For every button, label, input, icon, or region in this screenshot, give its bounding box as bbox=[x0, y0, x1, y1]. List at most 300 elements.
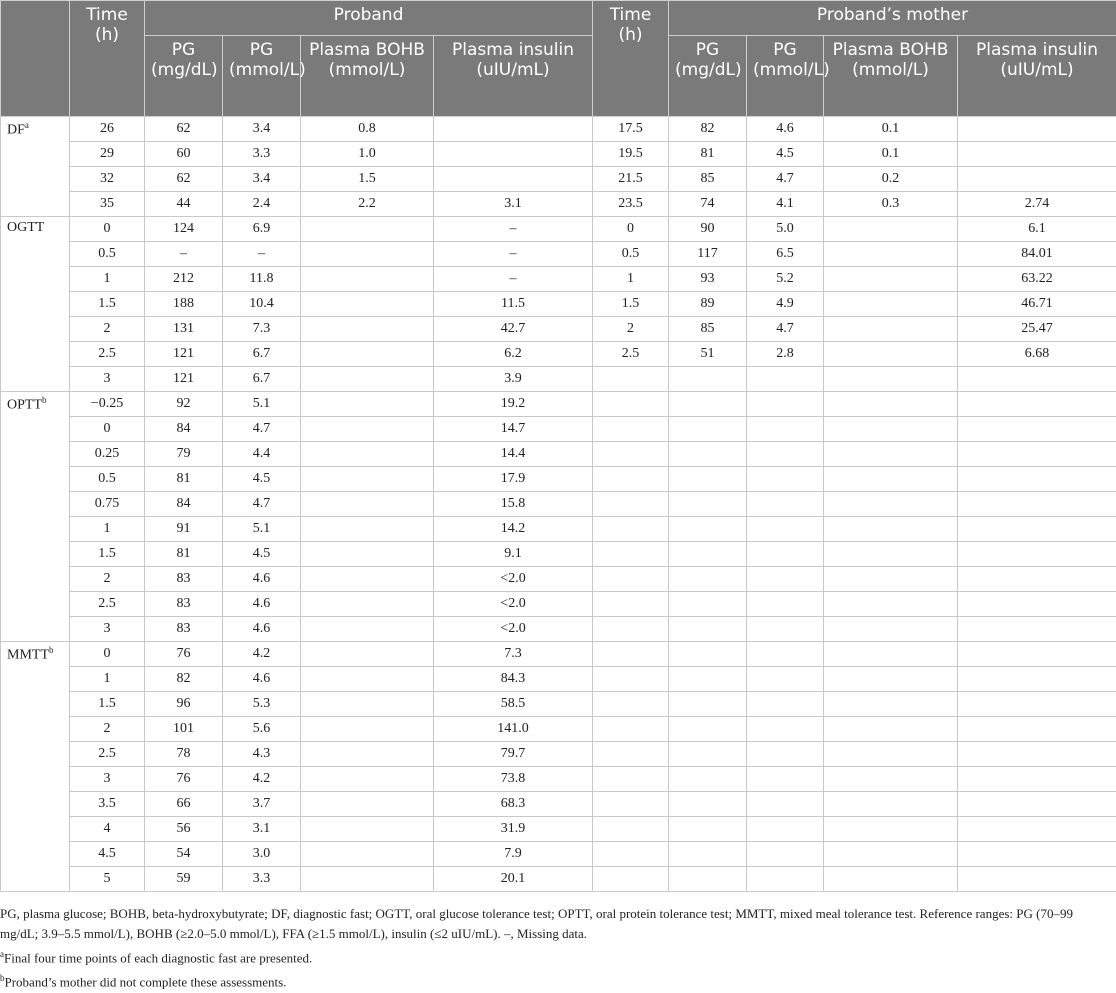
table-cell: 4.1 bbox=[747, 192, 824, 217]
note-b-mark: b bbox=[0, 973, 5, 983]
table-cell: 0.1 bbox=[824, 142, 958, 167]
table-cell bbox=[593, 667, 669, 692]
table-cell bbox=[593, 642, 669, 667]
table-cell bbox=[593, 742, 669, 767]
header-pg-mgdl: PG (mg/dL) bbox=[669, 36, 747, 117]
table-cell bbox=[824, 242, 958, 267]
table-cell: 35 bbox=[70, 192, 145, 217]
header-bohb: Plasma BOHB (mmol/L) bbox=[301, 36, 434, 117]
table-cell: 4.2 bbox=[223, 642, 301, 667]
header-pg-mgdl: PG (mg/dL) bbox=[145, 36, 223, 117]
table-cell: 1 bbox=[70, 517, 145, 542]
table-cell: 6.9 bbox=[223, 217, 301, 242]
note-a-mark: a bbox=[0, 949, 4, 959]
table-cell: 3.1 bbox=[223, 817, 301, 842]
footnote-mark: b bbox=[49, 645, 54, 655]
header-row-2 bbox=[1, 36, 1116, 117]
table-cell: 10.4 bbox=[223, 292, 301, 317]
table-cell: 26 bbox=[70, 117, 145, 142]
table-row bbox=[1, 167, 1116, 192]
table-cell bbox=[593, 692, 669, 717]
table-cell: 5.1 bbox=[223, 517, 301, 542]
table-cell: 91 bbox=[145, 517, 223, 542]
table-cell: 3.4 bbox=[223, 167, 301, 192]
table-cell bbox=[301, 492, 434, 517]
table-cell: 84 bbox=[145, 492, 223, 517]
test-group-label bbox=[1, 117, 70, 217]
table-cell bbox=[747, 867, 824, 892]
table-cell: 0 bbox=[70, 217, 145, 242]
header-pg-mmol: PG (mmol/L) bbox=[747, 36, 824, 117]
table-cell: 4.5 bbox=[223, 542, 301, 567]
table-row bbox=[1, 617, 1116, 642]
table-row bbox=[1, 142, 1116, 167]
table-cell bbox=[593, 442, 669, 467]
table-cell: 4.6 bbox=[747, 117, 824, 142]
table-cell bbox=[301, 392, 434, 417]
table-cell: 58.5 bbox=[434, 692, 593, 717]
table-cell: 82 bbox=[669, 117, 747, 142]
table-cell bbox=[301, 692, 434, 717]
table-cell: 0 bbox=[593, 217, 669, 242]
table-cell bbox=[958, 842, 1116, 867]
table-cell: 85 bbox=[669, 317, 747, 342]
table-cell: 1 bbox=[70, 667, 145, 692]
table-cell bbox=[301, 592, 434, 617]
table-cell: 6.2 bbox=[434, 342, 593, 367]
table-cell: 96 bbox=[145, 692, 223, 717]
table-row bbox=[1, 242, 1116, 267]
table-cell: 3.4 bbox=[223, 117, 301, 142]
table-row bbox=[1, 317, 1116, 342]
table-cell bbox=[301, 417, 434, 442]
table-cell bbox=[958, 567, 1116, 592]
table-cell: 5.1 bbox=[223, 392, 301, 417]
table-cell: 0.1 bbox=[824, 117, 958, 142]
table-cell bbox=[824, 367, 958, 392]
table-cell bbox=[958, 692, 1116, 717]
header-bohb: Plasma BOHB (mmol/L) bbox=[824, 36, 958, 117]
table-cell: 83 bbox=[145, 592, 223, 617]
table-cell bbox=[301, 242, 434, 267]
table-cell bbox=[958, 817, 1116, 842]
table-cell: 6.5 bbox=[747, 242, 824, 267]
table-row bbox=[1, 517, 1116, 542]
table-cell bbox=[593, 392, 669, 417]
table-cell: 25.47 bbox=[958, 317, 1116, 342]
table-cell: 0.5 bbox=[593, 242, 669, 267]
table-cell: 0 bbox=[70, 642, 145, 667]
table-cell bbox=[958, 592, 1116, 617]
header-time-mother: Time (h) bbox=[593, 1, 669, 117]
table-row bbox=[1, 342, 1116, 367]
table-cell: 6.68 bbox=[958, 342, 1116, 367]
table-cell: 0.5 bbox=[70, 242, 145, 267]
table-cell bbox=[669, 467, 747, 492]
table-cell: 4.5 bbox=[747, 142, 824, 167]
table-cell: 2.74 bbox=[958, 192, 1116, 217]
table-cell bbox=[669, 867, 747, 892]
table-cell: 101 bbox=[145, 717, 223, 742]
table-cell: – bbox=[223, 242, 301, 267]
table-cell bbox=[747, 567, 824, 592]
table-cell: 1.5 bbox=[70, 542, 145, 567]
table-cell bbox=[593, 717, 669, 742]
table-cell: 2.5 bbox=[593, 342, 669, 367]
table-row bbox=[1, 442, 1116, 467]
table-cell: 9.1 bbox=[434, 542, 593, 567]
table-cell: 5.6 bbox=[223, 717, 301, 742]
table-cell bbox=[301, 792, 434, 817]
table-cell: 21.5 bbox=[593, 167, 669, 192]
table-cell: 3 bbox=[70, 617, 145, 642]
table-cell: <2.0 bbox=[434, 617, 593, 642]
table-cell: 4.6 bbox=[223, 667, 301, 692]
test-group-name: OPTT bbox=[7, 398, 42, 413]
table-cell bbox=[824, 567, 958, 592]
table-row bbox=[1, 842, 1116, 867]
table-cell: 63.22 bbox=[958, 267, 1116, 292]
table-cell bbox=[301, 567, 434, 592]
table-cell bbox=[824, 467, 958, 492]
footnote-mark: a bbox=[25, 120, 29, 130]
test-group-label bbox=[1, 217, 70, 392]
table-cell bbox=[669, 842, 747, 867]
table-cell bbox=[669, 517, 747, 542]
table-cell bbox=[301, 742, 434, 767]
table-cell bbox=[669, 592, 747, 617]
table-cell bbox=[747, 442, 824, 467]
header-time-proband: Time (h) bbox=[70, 1, 145, 117]
table-cell bbox=[824, 667, 958, 692]
table-cell bbox=[958, 867, 1116, 892]
table-cell: 2 bbox=[70, 317, 145, 342]
table-cell bbox=[593, 517, 669, 542]
table-cell bbox=[301, 442, 434, 467]
table-cell bbox=[747, 667, 824, 692]
table-cell: 3.5 bbox=[70, 792, 145, 817]
table-cell bbox=[301, 667, 434, 692]
table-cell: 81 bbox=[145, 467, 223, 492]
table-cell bbox=[593, 617, 669, 642]
table-row bbox=[1, 392, 1116, 417]
table-row bbox=[1, 542, 1116, 567]
table-row bbox=[1, 492, 1116, 517]
table-row bbox=[1, 267, 1116, 292]
table-row bbox=[1, 692, 1116, 717]
table-cell: 92 bbox=[145, 392, 223, 417]
table-cell: 14.7 bbox=[434, 417, 593, 442]
table-cell bbox=[301, 842, 434, 867]
table-cell bbox=[747, 717, 824, 742]
table-cell: 124 bbox=[145, 217, 223, 242]
table-cell: 74 bbox=[669, 192, 747, 217]
table-cell: 0.5 bbox=[70, 467, 145, 492]
table-cell: 3.9 bbox=[434, 367, 593, 392]
table-cell: 1.5 bbox=[301, 167, 434, 192]
table-cell bbox=[301, 642, 434, 667]
header-insulin: Plasma insulin (uIU/mL) bbox=[958, 36, 1116, 117]
table-cell: 17.5 bbox=[593, 117, 669, 142]
table-cell: 17.9 bbox=[434, 467, 593, 492]
table-cell bbox=[747, 792, 824, 817]
table-row bbox=[1, 292, 1116, 317]
table-cell: 79 bbox=[145, 442, 223, 467]
table-cell bbox=[593, 542, 669, 567]
table-cell: 3.0 bbox=[223, 842, 301, 867]
table-cell bbox=[593, 467, 669, 492]
table-cell bbox=[747, 392, 824, 417]
table-cell: 4.4 bbox=[223, 442, 301, 467]
table-cell: 42.7 bbox=[434, 317, 593, 342]
table-cell: 1.5 bbox=[70, 292, 145, 317]
table-cell: 11.5 bbox=[434, 292, 593, 317]
table-cell bbox=[669, 367, 747, 392]
table-cell: 131 bbox=[145, 317, 223, 342]
table-cell: 83 bbox=[145, 567, 223, 592]
table-cell bbox=[747, 417, 824, 442]
table-row bbox=[1, 717, 1116, 742]
table-cell: 4 bbox=[70, 817, 145, 842]
table-cell bbox=[958, 392, 1116, 417]
table-cell: 4.7 bbox=[223, 492, 301, 517]
table-cell bbox=[824, 342, 958, 367]
table-cell bbox=[301, 542, 434, 567]
table-row bbox=[1, 742, 1116, 767]
table-row bbox=[1, 642, 1116, 667]
table-cell bbox=[301, 342, 434, 367]
table-cell: 66 bbox=[145, 792, 223, 817]
table-cell bbox=[824, 292, 958, 317]
table-cell: −0.25 bbox=[70, 392, 145, 417]
table-cell bbox=[958, 617, 1116, 642]
table-cell bbox=[593, 592, 669, 617]
table-cell bbox=[747, 517, 824, 542]
table-cell bbox=[824, 442, 958, 467]
table-cell bbox=[824, 617, 958, 642]
table-cell bbox=[958, 117, 1116, 142]
table-cell: 4.3 bbox=[223, 742, 301, 767]
note-a bbox=[0, 944, 1110, 968]
table-cell bbox=[958, 517, 1116, 542]
table-cell: 3 bbox=[70, 767, 145, 792]
table-cell: 4.7 bbox=[747, 317, 824, 342]
table-cell bbox=[669, 417, 747, 442]
table-cell bbox=[301, 617, 434, 642]
table-row bbox=[1, 567, 1116, 592]
table-row bbox=[1, 117, 1116, 142]
table-cell: 29 bbox=[70, 142, 145, 167]
table-cell: 78 bbox=[145, 742, 223, 767]
test-group-name: MMTT bbox=[7, 648, 49, 663]
table-cell: 32 bbox=[70, 167, 145, 192]
table-cell bbox=[301, 217, 434, 242]
table-cell: 6.7 bbox=[223, 342, 301, 367]
table-cell: 2 bbox=[70, 567, 145, 592]
table-cell: 0.25 bbox=[70, 442, 145, 467]
table-cell: 6.7 bbox=[223, 367, 301, 392]
table-cell bbox=[669, 642, 747, 667]
table-cell bbox=[669, 442, 747, 467]
table-cell bbox=[824, 267, 958, 292]
table-cell: 4.6 bbox=[223, 617, 301, 642]
table-cell bbox=[669, 692, 747, 717]
table-cell: 4.9 bbox=[747, 292, 824, 317]
table-cell: <2.0 bbox=[434, 567, 593, 592]
header-mother: Proband’s mother bbox=[669, 1, 1116, 36]
table-row bbox=[1, 867, 1116, 892]
table-cell bbox=[824, 742, 958, 767]
table-cell bbox=[593, 817, 669, 842]
test-group-name: DF bbox=[7, 123, 25, 138]
table-cell bbox=[824, 692, 958, 717]
table-cell bbox=[669, 567, 747, 592]
table-cell bbox=[747, 692, 824, 717]
table-cell: 62 bbox=[145, 117, 223, 142]
table-cell bbox=[824, 417, 958, 442]
table-cell: 81 bbox=[145, 542, 223, 567]
table-cell: 4.5 bbox=[223, 467, 301, 492]
table-row bbox=[1, 467, 1116, 492]
table-cell: 76 bbox=[145, 767, 223, 792]
header-row-1 bbox=[1, 1, 1116, 36]
table-row bbox=[1, 367, 1116, 392]
table-cell bbox=[669, 392, 747, 417]
table-cell bbox=[593, 767, 669, 792]
table-cell bbox=[747, 642, 824, 667]
table-cell bbox=[593, 842, 669, 867]
table-cell: 20.1 bbox=[434, 867, 593, 892]
table-cell: 60 bbox=[145, 142, 223, 167]
table-cell: 3.3 bbox=[223, 142, 301, 167]
table-cell: 2 bbox=[593, 317, 669, 342]
table-cell: 0.8 bbox=[301, 117, 434, 142]
table-cell: 2 bbox=[70, 717, 145, 742]
table-cell bbox=[669, 817, 747, 842]
table-cell: 0.3 bbox=[824, 192, 958, 217]
table-cell bbox=[958, 492, 1116, 517]
table-cell: 1.5 bbox=[70, 692, 145, 717]
table-row bbox=[1, 767, 1116, 792]
table-cell: 0.75 bbox=[70, 492, 145, 517]
table-cell bbox=[301, 817, 434, 842]
table-cell: 19.5 bbox=[593, 142, 669, 167]
table-cell: – bbox=[434, 242, 593, 267]
table-cell: 79.7 bbox=[434, 742, 593, 767]
table-cell: 51 bbox=[669, 342, 747, 367]
table-cell: 4.7 bbox=[747, 167, 824, 192]
table-cell bbox=[669, 492, 747, 517]
table-cell: 46.71 bbox=[958, 292, 1116, 317]
table-cell: 4.7 bbox=[223, 417, 301, 442]
table-cell: 14.4 bbox=[434, 442, 593, 467]
table-cell: 7.9 bbox=[434, 842, 593, 867]
table-cell bbox=[301, 367, 434, 392]
table-cell: 7.3 bbox=[223, 317, 301, 342]
table-cell: 5 bbox=[70, 867, 145, 892]
table-cell bbox=[958, 717, 1116, 742]
table-cell bbox=[593, 867, 669, 892]
table-cell: – bbox=[434, 267, 593, 292]
table-cell: 23.5 bbox=[593, 192, 669, 217]
table-cell bbox=[593, 492, 669, 517]
table-cell: <2.0 bbox=[434, 592, 593, 617]
table-cell: – bbox=[145, 242, 223, 267]
table-cell bbox=[747, 742, 824, 767]
table-cell bbox=[747, 592, 824, 617]
table-cell: 4.6 bbox=[223, 567, 301, 592]
table-cell bbox=[824, 767, 958, 792]
table-cell: 121 bbox=[145, 367, 223, 392]
table-cell bbox=[824, 392, 958, 417]
test-group-name: OGTT bbox=[7, 220, 44, 235]
table-cell bbox=[434, 142, 593, 167]
table-cell: 89 bbox=[669, 292, 747, 317]
table-cell: 2.5 bbox=[70, 592, 145, 617]
table-cell: 5.0 bbox=[747, 217, 824, 242]
table-cell: 2.4 bbox=[223, 192, 301, 217]
header-insulin: Plasma insulin (uIU/mL) bbox=[434, 36, 593, 117]
table-cell: 82 bbox=[145, 667, 223, 692]
table-cell bbox=[958, 792, 1116, 817]
table-cell bbox=[747, 467, 824, 492]
table-cell: 1 bbox=[70, 267, 145, 292]
table-cell: 4.5 bbox=[70, 842, 145, 867]
table-cell: 15.8 bbox=[434, 492, 593, 517]
header-pg-mmol: PG (mmol/L) bbox=[223, 36, 301, 117]
table-row bbox=[1, 192, 1116, 217]
table-cell bbox=[669, 717, 747, 742]
table-cell: 2.5 bbox=[70, 342, 145, 367]
footnote-mark: b bbox=[42, 395, 47, 405]
table-cell: 84 bbox=[145, 417, 223, 442]
table-cell bbox=[747, 617, 824, 642]
table-cell: 2.2 bbox=[301, 192, 434, 217]
table-cell: 7.3 bbox=[434, 642, 593, 667]
table-cell: 212 bbox=[145, 267, 223, 292]
test-group-label bbox=[1, 642, 70, 892]
table-cell: 31.9 bbox=[434, 817, 593, 842]
table-cell bbox=[747, 542, 824, 567]
table-cell: 0 bbox=[70, 417, 145, 442]
header-proband: Proband bbox=[145, 1, 593, 36]
table-cell bbox=[958, 367, 1116, 392]
table-row bbox=[1, 817, 1116, 842]
table-cell bbox=[301, 717, 434, 742]
table-cell: 3.3 bbox=[223, 867, 301, 892]
note-abbreviations: PG, plasma glucose; BOHB, beta-hydroxybutyrate; DF, diagnostic fast; OGTT, oral glucose tolerance test; OPTT, oral protein tolerance test; MMTT, mixed meal tolerance test. Reference ranges: PG (70–99 mg/dL; 3.9–5.5 mmol/L), BOHB (≥2.0–5.0 mmol/L), FFA (≥1.5 mmol/L), insulin (≤2 uIU/mL). –, Missing data. bbox=[0, 904, 1110, 944]
table-cell: 1 bbox=[593, 267, 669, 292]
table-cell bbox=[669, 792, 747, 817]
table-cell bbox=[747, 767, 824, 792]
table-cell: 59 bbox=[145, 867, 223, 892]
table-cell bbox=[824, 542, 958, 567]
table-notes bbox=[0, 904, 1110, 993]
table-cell: 84.3 bbox=[434, 667, 593, 692]
table-cell: 83 bbox=[145, 617, 223, 642]
table-cell bbox=[958, 542, 1116, 567]
table-cell bbox=[301, 467, 434, 492]
table-cell bbox=[747, 842, 824, 867]
table-cell: 68.3 bbox=[434, 792, 593, 817]
note-b-text: Proband’s mother did not complete these assessments. bbox=[5, 975, 287, 990]
table-cell bbox=[434, 167, 593, 192]
table-cell bbox=[958, 167, 1116, 192]
note-a-text: Final four time points of each diagnostic fast are presented. bbox=[4, 950, 312, 965]
table-row bbox=[1, 217, 1116, 242]
table-cell bbox=[958, 467, 1116, 492]
table-cell bbox=[301, 292, 434, 317]
